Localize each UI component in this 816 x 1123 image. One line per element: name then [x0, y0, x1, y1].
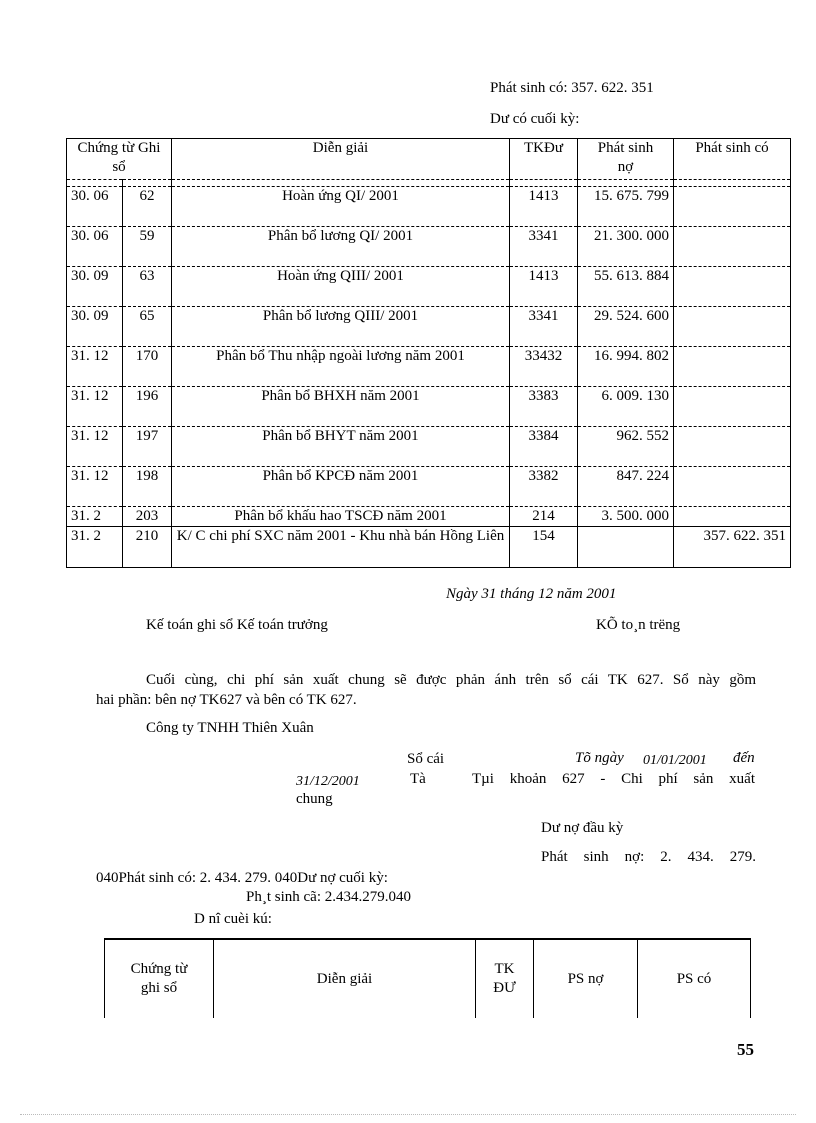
ledger-table-tk627-credit [66, 138, 791, 568]
so-cai-title: Sổ cái [407, 751, 445, 767]
cell-number: 197 [123, 427, 172, 467]
cell-credit [674, 507, 791, 527]
phat-sinh-co-legacy: Ph¸t sinh cã: 2.434.279.040 [246, 889, 411, 905]
cell-date: 30. 09 [67, 307, 123, 347]
cell-date: 31. 12 [67, 427, 123, 467]
cell-debit: 29. 524. 600 [578, 307, 674, 347]
header-tkdu: TKĐư [510, 139, 578, 180]
cell-account: 1413 [510, 267, 578, 307]
page-bottom-rule [20, 1114, 796, 1115]
cell-number: 170 [123, 347, 172, 387]
table-row [67, 467, 791, 507]
table-row [67, 227, 791, 267]
cell-credit [674, 347, 791, 387]
cell-date: 31. 12 [67, 347, 123, 387]
separator-row [67, 180, 791, 187]
cell-credit [674, 427, 791, 467]
cell-date: 31. 2 [67, 527, 123, 568]
tu-ngay-label: Tõ ngày [575, 750, 624, 766]
date-line: Ngày 31 tháng 12 năm 2001 [446, 586, 617, 602]
cell-number: 63 [123, 267, 172, 307]
cell-credit [674, 307, 791, 347]
du-no-dau-ky: Dư nợ đầu kỳ [541, 820, 624, 836]
cell-number: 59 [123, 227, 172, 267]
cell-account: 3382 [510, 467, 578, 507]
cell-number: 65 [123, 307, 172, 347]
cell-date: 30. 06 [67, 187, 123, 227]
cell-number: 198 [123, 467, 172, 507]
cell-description: Hoàn ứng QI/ 2001 [172, 187, 510, 227]
cell-debit: 3. 500. 000 [578, 507, 674, 527]
paragraph-line-1: Cuối cùng, chi phí sản xuất chung sẽ được phản ánh trên sổ cái TK 627. Sổ này gồm [146, 672, 756, 688]
cell-date: 31. 12 [67, 387, 123, 427]
cell-credit [674, 467, 791, 507]
cell-date: 30. 06 [67, 227, 123, 267]
header-dien-giai: Diễn giải [172, 139, 510, 180]
cell-account: 33432 [510, 347, 578, 387]
t2-header-dien-giai: Diễn giải [214, 939, 476, 1018]
signature-right: KÕ to¸n trëng [596, 617, 681, 633]
account-627-title: Tµi khoản 627 - Chi phí sản xuất [472, 771, 755, 787]
paragraph-line-2: hai phần: bên nợ TK627 và bên có TK 627. [96, 692, 357, 708]
table-row-total [67, 527, 791, 568]
chung-label: chung [296, 791, 333, 807]
cell-description: Phân bổ Thu nhập ngoài lương năm 2001 [172, 347, 510, 387]
ledger-table-tk627 [104, 938, 751, 1018]
cell-credit [674, 267, 791, 307]
cell-date: 31. 12 [67, 467, 123, 507]
table-row [67, 187, 791, 227]
cell-description: K/ C chi phí SXC năm 2001 - Khu nhà bán Hồng Liên [172, 527, 510, 568]
cell-debit: 16. 994. 802 [578, 347, 674, 387]
cell-credit: 357. 622. 351 [674, 527, 791, 568]
table-row [67, 427, 791, 467]
table-row [67, 387, 791, 427]
cell-number: 203 [123, 507, 172, 527]
date-to: 31/12/2001 [296, 774, 360, 789]
table-row [67, 507, 791, 527]
cell-credit [674, 187, 791, 227]
cell-account: 1413 [510, 187, 578, 227]
cell-account: 3341 [510, 227, 578, 267]
header-ps-co: Phát sinh có [674, 139, 791, 180]
table-row [67, 307, 791, 347]
cell-debit [578, 527, 674, 568]
cell-debit: 21. 300. 000 [578, 227, 674, 267]
t2-header-ps-no: PS nợ [534, 939, 638, 1018]
ta-label: Tà [410, 771, 426, 787]
cell-debit: 847. 224 [578, 467, 674, 507]
cell-description: Phân bổ BHYT năm 2001 [172, 427, 510, 467]
t2-header-chung-tu: Chứng từ ghi sổ [105, 939, 214, 1018]
cell-number: 62 [123, 187, 172, 227]
signature-left: Kế toán ghi sổ Kế toán trưởng [146, 617, 328, 633]
cell-description: Phân bổ lương QIII/ 2001 [172, 307, 510, 347]
cell-credit [674, 227, 791, 267]
cell-account: 3341 [510, 307, 578, 347]
company-name: Công ty TNHH Thiên Xuân [146, 720, 314, 736]
cell-number: 210 [123, 527, 172, 568]
cell-account: 214 [510, 507, 578, 527]
date-from: 01/01/2001 [643, 753, 707, 768]
t2-header-ps-co: PS có [638, 939, 751, 1018]
page-number: 55 [737, 1040, 754, 1059]
cell-description: Phân bổ KPCĐ năm 2001 [172, 467, 510, 507]
du-co-cuoi-ky: Dư có cuối kỳ: [490, 111, 580, 127]
t2-header-tk-du: TK ĐƯ [476, 939, 534, 1018]
cell-date: 30. 09 [67, 267, 123, 307]
cell-number: 196 [123, 387, 172, 427]
header-chung-tu: Chứng từ Ghi sổ [67, 139, 172, 180]
cell-account: 154 [510, 527, 578, 568]
den-label: đến [733, 750, 755, 766]
phat-sinh-no-line: Phát sinh nợ: 2. 434. 279. [541, 849, 756, 865]
cell-debit: 15. 675. 799 [578, 187, 674, 227]
phat-sinh-co-total: Phát sinh có: 357. 622. 351 [490, 80, 654, 96]
cell-description: Phân bổ BHXH năm 2001 [172, 387, 510, 427]
cell-debit: 6. 009. 130 [578, 387, 674, 427]
phat-sinh-co-du-no-line: 040Phát sinh có: 2. 434. 279. 040Dư nợ cuối kỳ: [96, 870, 388, 886]
cell-account: 3383 [510, 387, 578, 427]
cell-debit: 962. 552 [578, 427, 674, 467]
cell-debit: 55. 613. 884 [578, 267, 674, 307]
cell-account: 3384 [510, 427, 578, 467]
table-row [67, 347, 791, 387]
cell-credit [674, 387, 791, 427]
du-no-cuoi-ky-legacy: D nî cuèi kú: [194, 911, 272, 927]
cell-date: 31. 2 [67, 507, 123, 527]
cell-description: Hoàn ứng QIII/ 2001 [172, 267, 510, 307]
cell-description: Phân bổ lương QI/ 2001 [172, 227, 510, 267]
table-row [67, 267, 791, 307]
cell-description: Phân bổ khấu hao TSCĐ năm 2001 [172, 507, 510, 527]
header-ps-no: Phát sinh nợ [578, 139, 674, 180]
